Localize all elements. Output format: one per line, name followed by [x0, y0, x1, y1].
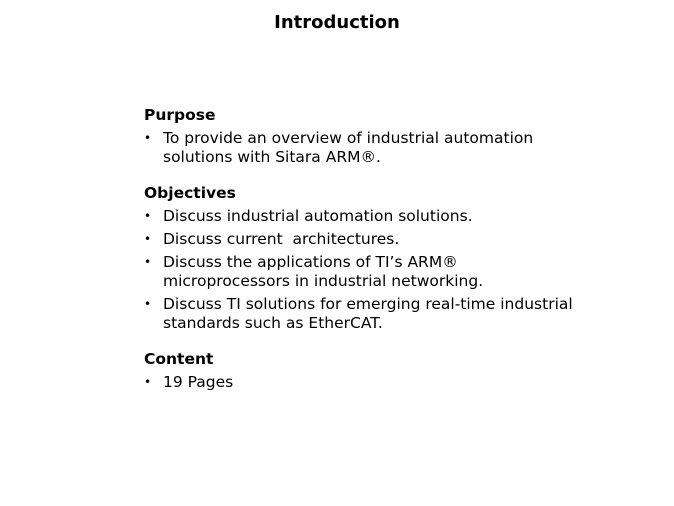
bullet-text: Discuss industrial automation solutions. [163, 207, 473, 225]
section-heading: Objectives [144, 184, 236, 202]
bullet-list [144, 207, 584, 333]
bullet-list [144, 373, 584, 392]
bullet-item [144, 253, 584, 291]
section-objectives [144, 183, 584, 333]
section-content [144, 349, 584, 392]
bullet-icon: • [144, 209, 152, 223]
slide-title: Introduction [274, 12, 400, 33]
bullet-icon: • [144, 255, 152, 269]
section-heading: Content [144, 350, 214, 368]
section-heading: Purpose [144, 106, 216, 124]
bullet-item [144, 129, 584, 167]
bullet-icon: • [144, 297, 152, 311]
section-purpose [144, 105, 584, 167]
bullet-text: Discuss the applications of TI’s ARM® microprocessors in industrial networking. [163, 253, 484, 290]
bullet-item [144, 295, 584, 333]
bullet-icon: • [144, 131, 152, 145]
bullet-list [144, 129, 584, 167]
bullet-text: 19 Pages [163, 373, 234, 391]
slide-content [144, 105, 584, 396]
bullet-icon: • [144, 375, 152, 389]
bullet-item [144, 230, 584, 249]
bullet-text: To provide an overview of industrial automation solutions with Sitara ARM®. [163, 129, 534, 166]
bullet-item [144, 373, 584, 392]
bullet-text: Discuss TI solutions for emerging real-time industrial standards such as EtherCAT. [163, 295, 573, 332]
bullet-text: Discuss current architectures. [163, 230, 400, 248]
bullet-icon: • [144, 232, 152, 246]
bullet-item [144, 207, 584, 226]
